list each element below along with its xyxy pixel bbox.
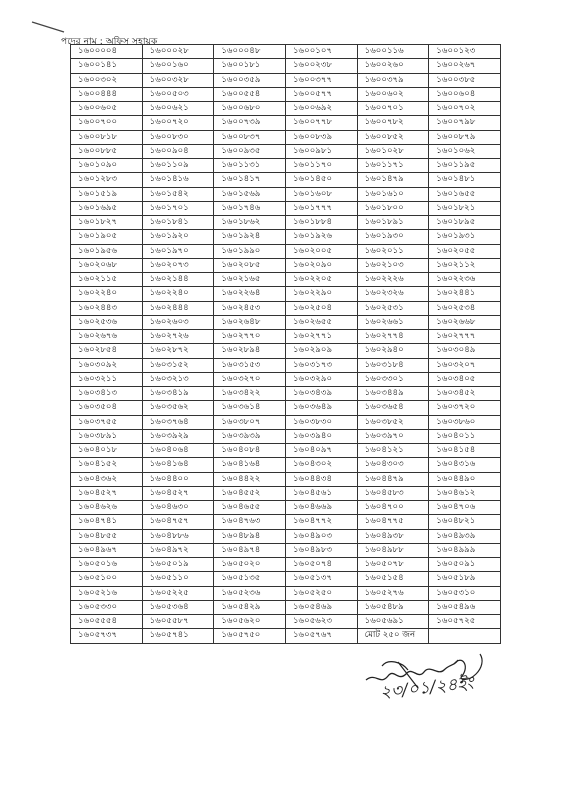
table-row bbox=[71, 216, 501, 230]
table-cell: ১৬০৪৫৮৩ bbox=[357, 486, 429, 500]
table-cell: ১৬০৪০৯৭ bbox=[285, 444, 357, 458]
table-cell: ১৬০০৮৩০ bbox=[142, 130, 214, 144]
table-row bbox=[71, 429, 501, 443]
table-cell: ১৬০৩৯৪০ bbox=[285, 429, 357, 443]
table-cell: ১৬০৩২৯০ bbox=[285, 372, 357, 386]
table-cell: ১৬০৫১৫৪ bbox=[357, 572, 429, 586]
table-cell: ১৬০০৩৭৯ bbox=[357, 73, 429, 87]
table-cell: ১৬০১৮৯১ bbox=[357, 216, 429, 230]
table-cell: ১৬০১৪১৭ bbox=[214, 173, 286, 187]
table-cell: ১৬০৩৯২৯ bbox=[142, 429, 214, 443]
table-cell: ১৬০৫৬২০ bbox=[214, 615, 286, 629]
table-cell: ১৬০৩৪৫২ bbox=[429, 387, 501, 401]
table-row bbox=[71, 415, 501, 429]
table-cell: ১৬০০৫০৩ bbox=[142, 87, 214, 101]
table-cell: ১৬০২১১২ bbox=[429, 258, 501, 272]
table-cell: ১৬০৩৪২২ bbox=[214, 387, 286, 401]
table-cell: ১৬০৫২২৫ bbox=[142, 586, 214, 600]
table-cell: ১৬০২৭৭৭ bbox=[429, 330, 501, 344]
table-cell: ১৬০২২৪০ bbox=[142, 287, 214, 301]
table-cell: ১৬০৪০৮৪ bbox=[214, 444, 286, 458]
table-row bbox=[71, 116, 501, 130]
table-cell: ১৬০৩১৫২ bbox=[142, 358, 214, 372]
table-cell: ১৬০২৮৫৪ bbox=[71, 344, 143, 358]
table-cell: ১৬০৫৫৮৭ bbox=[142, 615, 214, 629]
table-cell: ১৬০২০১১ bbox=[357, 244, 429, 258]
table-row bbox=[71, 258, 501, 272]
table-cell: ১৬০১৫১৯ bbox=[71, 187, 143, 201]
table-cell: ১৬০৪৪৯০ bbox=[429, 472, 501, 486]
table-row bbox=[71, 344, 501, 358]
table-cell: ১৬০০৯০৪ bbox=[142, 144, 214, 158]
table-cell: ১৬০৩৮৩০ bbox=[285, 415, 357, 429]
table-cell: ১৬০১৬০৮ bbox=[285, 187, 357, 201]
table-cell: ১৬০১৫৪২ bbox=[142, 187, 214, 201]
table-cell: ১৬০১৯২৪ bbox=[214, 230, 286, 244]
table-cell: ১৬০০৪৪৪ bbox=[71, 87, 143, 101]
table-cell: ১৬০৪০১৮ bbox=[71, 444, 143, 458]
table-cell: ১৬০০৭৩৯ bbox=[214, 116, 286, 130]
table-cell: ১৬০৩৭৬৪ bbox=[142, 415, 214, 429]
table-cell: ১৬০৫৪৮৯ bbox=[357, 600, 429, 614]
table-cell: ১৬০৫৩৩০ bbox=[71, 600, 143, 614]
table-cell: ১৬০৩৮০৭ bbox=[214, 415, 286, 429]
table-cell: ১৬০৪৪০০ bbox=[142, 472, 214, 486]
table-cell: ১৬০২৭৭০ bbox=[214, 330, 286, 344]
table-cell: ১৬০৩০৪৯ bbox=[429, 344, 501, 358]
table-cell: ১৬০৪৯৩৮ bbox=[357, 529, 429, 543]
table-cell: ১৬০১৯৭০ bbox=[142, 244, 214, 258]
table-cell: ১৬০৫২১৬ bbox=[71, 586, 143, 600]
table-row bbox=[71, 572, 501, 586]
table-cell: ১৬০০১৪১ bbox=[71, 59, 143, 73]
table-cell: ১৬০৩৪৩৯ bbox=[285, 387, 357, 401]
table-cell: ১৬০৪৭৬৩ bbox=[214, 515, 286, 529]
table-cell: ১৬০৪৫২৭ bbox=[71, 486, 143, 500]
table-cell: ১৬০২১৪৪ bbox=[142, 273, 214, 287]
table-cell: ১৬০০৩৫৯ bbox=[214, 73, 286, 87]
table-cell: ১৬০১০২৮ bbox=[357, 144, 429, 158]
table-cell: ১৬০২০০৫ bbox=[285, 244, 357, 258]
table-cell: ১৬০১৬১০ bbox=[357, 187, 429, 201]
table-row bbox=[71, 287, 501, 301]
table-cell: ১৬০৪১৬৪ bbox=[214, 458, 286, 472]
table-cell: ১৬০২৭৭১ bbox=[285, 330, 357, 344]
table-cell: ১৬০৪৬৬৯ bbox=[285, 501, 357, 515]
table-cell: ১৬০৩৭২০ bbox=[429, 401, 501, 415]
table-cell: ১৬০২২৬৪ bbox=[214, 287, 286, 301]
table-cell: ১৬০০২৬০ bbox=[357, 59, 429, 73]
table-cell: ১৬০০১৬০ bbox=[142, 59, 214, 73]
table-row bbox=[71, 273, 501, 287]
table-cell: ১৬০৪৪২২ bbox=[214, 472, 286, 486]
table-cell: ১৬০০৭৭৮ bbox=[285, 116, 357, 130]
table-row bbox=[71, 173, 501, 187]
table-cell: ১৬০৫৩৬৪ bbox=[142, 600, 214, 614]
table-cell: ১৬০২৩২৬ bbox=[357, 287, 429, 301]
table-cell: ১৬০৩২১৩ bbox=[142, 372, 214, 386]
table-cell: ১৬০০৭০২ bbox=[429, 102, 501, 116]
table-cell: ১৬০৩৯৭০ bbox=[357, 429, 429, 443]
table-cell: ১৬০০৬০৫ bbox=[71, 102, 143, 116]
table-cell: ১৬০৪৯৯৯ bbox=[429, 543, 501, 557]
table-row bbox=[71, 201, 501, 215]
table-cell: ১৬০২৭২৬ bbox=[142, 330, 214, 344]
table-cell: ১৬০৩৪১৯ bbox=[142, 387, 214, 401]
table-row bbox=[71, 515, 501, 529]
table-row bbox=[71, 330, 501, 344]
table-cell: ১৬০১৮২১ bbox=[429, 201, 501, 215]
table-cell: ১৬০৩৬১৪ bbox=[214, 401, 286, 415]
table-cell: ১৬০৪০১১ bbox=[429, 429, 501, 443]
table-cell: ১৬০৩২১১ bbox=[71, 372, 143, 386]
table-cell: ১৬০৩০৯২ bbox=[71, 358, 143, 372]
table-cell: ১৬০১৮০০ bbox=[357, 201, 429, 215]
table-cell: ১৬০৪৮৫৫ bbox=[71, 529, 143, 543]
corner-staple-mark bbox=[30, 20, 70, 34]
table-cell: ১৬০১১৭০ bbox=[285, 159, 357, 173]
table-row bbox=[71, 501, 501, 515]
table-cell: ১৬০১৪৫০ bbox=[285, 173, 357, 187]
table-cell: ১৬০০৯৩৫ bbox=[214, 144, 286, 158]
table-cell: ১৬০০৮৫২ bbox=[357, 130, 429, 144]
table-row bbox=[71, 59, 501, 73]
table-cell: ১৬০০১২৩ bbox=[429, 45, 501, 59]
table-cell: ১৬০৪৯০৩ bbox=[285, 529, 357, 543]
table-cell: ১৬০২০৮৫ bbox=[214, 258, 286, 272]
table-cell: ১৬০৪৯৮৮ bbox=[357, 543, 429, 557]
table-cell: ১৬০০০২৮ bbox=[142, 45, 214, 59]
table-cell: ১৬০২৬৬৮ bbox=[429, 315, 501, 329]
table-row bbox=[71, 600, 501, 614]
table-cell: ১৬০৪১৬৪ bbox=[142, 458, 214, 472]
table-cell: ১৬০১১৭১ bbox=[357, 159, 429, 173]
table-cell: ১৬০৫০২০ bbox=[214, 558, 286, 572]
table-cell: ১৬০৪৭০৬ bbox=[429, 501, 501, 515]
table-cell: ১৬০০৫৫৪ bbox=[214, 87, 286, 101]
table-cell: ১৬০৫৭৫০ bbox=[214, 629, 286, 643]
table-row bbox=[71, 87, 501, 101]
table-cell: ১৬০৪৫৬১ bbox=[285, 486, 357, 500]
table-cell: ১৬০৪৩১৬ bbox=[429, 458, 501, 472]
table-cell: ১৬০০৩৭৭ bbox=[285, 73, 357, 87]
table-cell: ১৬০৪৬২৬ bbox=[71, 501, 143, 515]
table-cell: ১৬০১২৮৩ bbox=[71, 173, 143, 187]
table-cell: ১৬০০৭০১ bbox=[357, 102, 429, 116]
table-cell: ১৬০০০০৪ bbox=[71, 45, 143, 59]
table-cell: ১৬০২০৬৮ bbox=[71, 258, 143, 272]
table-cell: ১৬০১৭৭৭ bbox=[285, 201, 357, 215]
table-cell: ১৬০৫৪২৯ bbox=[214, 600, 286, 614]
table-cell: ১৬০২৬০৩ bbox=[142, 315, 214, 329]
table-row bbox=[71, 543, 501, 557]
table-row bbox=[71, 586, 501, 600]
table-cell: ১৬০৪৮২১ bbox=[429, 515, 501, 529]
signature-date: ২৩/০১/২৪ইং bbox=[379, 673, 475, 703]
table-cell: ১৬০০৬২১ bbox=[142, 102, 214, 116]
table-cell: ১৬০১৯৩১ bbox=[429, 230, 501, 244]
table-cell: ১৬০৩৪১৩ bbox=[71, 387, 143, 401]
table-cell: ১৬০৪১৫২ bbox=[71, 458, 143, 472]
table-cell: ১৬০৩৩০১ bbox=[357, 372, 429, 386]
table-cell: ১৬০০৬০৪ bbox=[429, 87, 501, 101]
table-cell: ১৬০৩৬৫৪ bbox=[357, 401, 429, 415]
table-cell: ১৬০২৪৪৪ bbox=[142, 301, 214, 315]
table-cell: ১৬০৫০১৬ bbox=[71, 558, 143, 572]
table-cell: ১৬০৪৮৮৬ bbox=[142, 529, 214, 543]
table-row bbox=[71, 130, 501, 144]
table-cell: ১৬০১৮৪১ bbox=[142, 216, 214, 230]
table-cell: ১৬০১৯০৫ bbox=[71, 230, 143, 244]
table-cell: ১৬০৪৯৮৩ bbox=[285, 543, 357, 557]
table-cell: ১৬০৩৬৪৯ bbox=[285, 401, 357, 415]
table-cell: ১৬০০৮৩৯ bbox=[285, 130, 357, 144]
table-cell: ১৬০১৯৯০ bbox=[214, 244, 286, 258]
table-cell: ১৬০৩৯৩৯ bbox=[214, 429, 286, 443]
table-cell: ১৬০০৬৮০ bbox=[214, 102, 286, 116]
table-cell: ১৬০৪৬১২ bbox=[429, 486, 501, 500]
table-cell: ১৬০২৪৪১ bbox=[429, 287, 501, 301]
table-cell: ১৬০৫১৩৫ bbox=[214, 572, 286, 586]
table-cell: ১৬০২৬৭৬ bbox=[71, 330, 143, 344]
table-cell: ১৬০০৩২৮ bbox=[142, 73, 214, 87]
table-cell: ১৬০০৮৮৫ bbox=[71, 144, 143, 158]
table-cell: ১৬০০৩৮৫ bbox=[429, 73, 501, 87]
table-cell: ১৬০২৮৯৪ bbox=[214, 344, 286, 358]
table-cell: ১৬০১৬৫৫ bbox=[429, 187, 501, 201]
table-cell: ১৬০৪৩৬২ bbox=[71, 472, 143, 486]
table-cell: ১৬০০১৮১ bbox=[214, 59, 286, 73]
post-name-value: অফিস সহায়ক bbox=[105, 37, 158, 47]
table-cell: ১৬০৩৮৯১ bbox=[71, 429, 143, 443]
table-cell: ১৬০৫১৩৭ bbox=[285, 572, 357, 586]
table-cell: ১৬০১৪১৬ bbox=[142, 173, 214, 187]
table-cell: ১৬০৫২৩৬ bbox=[214, 586, 286, 600]
table-cell: ১৬০৪১৫৪ bbox=[429, 444, 501, 458]
table-cell: ১৬০২২২৬ bbox=[357, 273, 429, 287]
table-row bbox=[71, 301, 501, 315]
table-cell: ১৬০০৮৭৯ bbox=[429, 130, 501, 144]
table-cell: ১৬০৫২৫০ bbox=[285, 586, 357, 600]
table-cell: ১৬০৫৬৯১ bbox=[357, 615, 429, 629]
table-cell: ১৬০০৮৩৭ bbox=[214, 130, 286, 144]
table-cell: ১৬০০১১৬ bbox=[357, 45, 429, 59]
table-cell: ১৬০৪৪৩৪ bbox=[285, 472, 357, 486]
post-name-label: পদের নাম : bbox=[61, 37, 103, 47]
table-cell: ১৬০১৪৭৯ bbox=[357, 173, 429, 187]
table-cell: ১৬০২০৯০ bbox=[285, 258, 357, 272]
table-cell: ১৬০১৫৬৯ bbox=[214, 187, 286, 201]
table-cell: ১৬০১৮৮৪ bbox=[285, 216, 357, 230]
table-cell: ১৬০২০৭৩ bbox=[142, 258, 214, 272]
table-row bbox=[71, 401, 501, 415]
table-cell: ১৬০১৪৮১ bbox=[429, 173, 501, 187]
roll-table-body bbox=[71, 45, 501, 644]
table-cell: ১৬০০৭০০ bbox=[71, 116, 143, 130]
table-cell: ১৬০৩১৮৪ bbox=[357, 358, 429, 372]
table-cell: ১৬০৪৫২৭ bbox=[142, 486, 214, 500]
table-cell: ১৬০০৫৭৭ bbox=[285, 87, 357, 101]
table-cell: ১৬০৩৫৬২ bbox=[142, 401, 214, 415]
table-row bbox=[71, 102, 501, 116]
roll-number-table bbox=[70, 44, 501, 644]
table-cell: ১৬০১১৩১ bbox=[214, 159, 286, 173]
table-cell: ১৬০২৯৪০ bbox=[357, 344, 429, 358]
table-cell: ১৬০৫৪৯৬ bbox=[429, 600, 501, 614]
table-cell: ১৬০৪৯৩৯ bbox=[429, 529, 501, 543]
table-cell: ১৬০২৭৭৪ bbox=[357, 330, 429, 344]
table-cell: ১৬০৪৭৪১ bbox=[71, 515, 143, 529]
table-row bbox=[71, 73, 501, 87]
table-cell: ১৬০২২৩৬ bbox=[429, 273, 501, 287]
table-cell: ১৬০৩১৭৩ bbox=[285, 358, 357, 372]
table-cell: ১৬০৪৫৫২ bbox=[214, 486, 286, 500]
table-cell: ১৬০৪০৬৪ bbox=[142, 444, 214, 458]
table-cell: ১৬০৩৪০৫ bbox=[429, 372, 501, 386]
table-row bbox=[71, 358, 501, 372]
table-cell: ১৬০০৭৮২ bbox=[357, 116, 429, 130]
table-cell: ১৬০৩৭৫৫ bbox=[71, 415, 143, 429]
table-cell: ১৬০৪৭৭২ bbox=[285, 515, 357, 529]
table-row bbox=[71, 458, 501, 472]
table-cell: ১৬০৫৭৬৭ bbox=[285, 629, 357, 643]
table-cell: ১৬০২২৯০ bbox=[285, 287, 357, 301]
table-cell: ১৬০৫১১০ bbox=[142, 572, 214, 586]
table-row bbox=[71, 159, 501, 173]
table-cell: মোট ২৫০ জন bbox=[357, 629, 429, 643]
table-cell: ১৬০০২৬৭ bbox=[429, 59, 501, 73]
table-cell: ১৬০২৬৬১ bbox=[357, 315, 429, 329]
table-cell: ১৬০৩২৭০ bbox=[214, 372, 286, 386]
table-cell: ১৬০২০৫৫ bbox=[429, 244, 501, 258]
table-cell: ১৬০৪৩০২ bbox=[285, 458, 357, 472]
table-cell: ১৬০৫৩১০ bbox=[429, 586, 501, 600]
table-cell: ১৬০৪৭০০ bbox=[357, 501, 429, 515]
table-cell: ১৬০১১৯৫ bbox=[429, 159, 501, 173]
table-cell: ১৬০৩২০৭ bbox=[429, 358, 501, 372]
table-cell: ১৬০৪৭৭৫ bbox=[357, 515, 429, 529]
table-cell: ১৬০৫৬২৩ bbox=[285, 615, 357, 629]
table-cell: ১৬০২৫৩৬ bbox=[71, 315, 143, 329]
table-cell: ১৬০২৫০৪ bbox=[285, 301, 357, 315]
table-cell: ১৬০০৩০২ bbox=[71, 73, 143, 87]
table-cell: ১৬০৫৪৬৯ bbox=[285, 600, 357, 614]
table-cell: ১৬০২১০৩ bbox=[357, 258, 429, 272]
table-cell: ১৬০১৯৫৬ bbox=[71, 244, 143, 258]
table-cell: ১৬০১৯২০ bbox=[142, 230, 214, 244]
table-cell: ১৬০৪৬৩০ bbox=[142, 501, 214, 515]
table-cell: ১৬০০৭৯৮ bbox=[429, 116, 501, 130]
table-row bbox=[71, 472, 501, 486]
table-row bbox=[71, 230, 501, 244]
table-cell: ১৬০৪৮৯৪ bbox=[214, 529, 286, 543]
table-cell: ১৬০২২০৫ bbox=[285, 273, 357, 287]
table-row bbox=[71, 372, 501, 386]
table-cell: ১৬০৩৪৪৯ bbox=[357, 387, 429, 401]
table-cell: ১৬০১৯২৬ bbox=[285, 230, 357, 244]
table-cell: ১৬০১৬৯৫ bbox=[71, 201, 143, 215]
table-cell: ১৬০১৮৬২ bbox=[214, 216, 286, 230]
table-cell: ১৬০০২৩৮ bbox=[285, 59, 357, 73]
table-cell: ১৬০১০৯০ bbox=[71, 159, 143, 173]
table-cell: ১৬০০৬৯২ bbox=[285, 102, 357, 116]
table-cell: ১৬০০৮১৮ bbox=[71, 130, 143, 144]
table-cell: ১৬০১০৬২ bbox=[429, 144, 501, 158]
table-cell: ১৬০২৪৫৩ bbox=[214, 301, 286, 315]
table-cell: ১৬০৫৭৪১ bbox=[142, 629, 214, 643]
table-cell: ১৬০৫০১৯ bbox=[142, 558, 214, 572]
table-cell: ১৬০৩৮৫২ bbox=[357, 415, 429, 429]
table-cell: ১৬০২৬৪৮ bbox=[214, 315, 286, 329]
table-cell: ১৬০৫০৭৪ bbox=[285, 558, 357, 572]
table-cell: ১৬০৪৯৭৪ bbox=[214, 543, 286, 557]
table-row bbox=[71, 615, 501, 629]
table-row bbox=[71, 558, 501, 572]
table-cell: ১৬০০৭২০ bbox=[142, 116, 214, 130]
table-cell: ১৬০৪৪৭৯ bbox=[357, 472, 429, 486]
table-row bbox=[71, 486, 501, 500]
table-cell: ১৬০৫৭২৫ bbox=[429, 615, 501, 629]
table-cell: ১৬০১৮২৭ bbox=[71, 216, 143, 230]
table-cell: ১৬০০৬০২ bbox=[357, 87, 429, 101]
table-cell: ১৬০৫২৭৬ bbox=[357, 586, 429, 600]
table-cell: ১৬০২১৬৫ bbox=[214, 273, 286, 287]
table-cell: ১৬০২৬৫৫ bbox=[285, 315, 357, 329]
table-cell: ১৬০১৯৩০ bbox=[357, 230, 429, 244]
table-cell: ১৬০৪১২১ bbox=[357, 444, 429, 458]
table-cell: ১৬০৫০৭৮ bbox=[357, 558, 429, 572]
table-cell: ১৬০০৯৮১ bbox=[285, 144, 357, 158]
table-cell: ১৬০২৫৩১ bbox=[357, 301, 429, 315]
table-cell: ১৬০৪৯৭২ bbox=[142, 543, 214, 557]
table-cell: ১৬০৪৭৫৭ bbox=[142, 515, 214, 529]
table-cell: ১৬০৫১৮৯ bbox=[429, 572, 501, 586]
table-cell: ১৬০৪৬৫৫ bbox=[214, 501, 286, 515]
table-cell: ১৬০৫১০০ bbox=[71, 572, 143, 586]
table-cell: ১৬০৩১৫৩ bbox=[214, 358, 286, 372]
table-cell: ১৬০২১১৫ bbox=[71, 273, 143, 287]
table-cell: ১৬০৩৮৬০ bbox=[429, 415, 501, 429]
table-cell: ১৬০২৫৩৪ bbox=[429, 301, 501, 315]
table-row bbox=[71, 444, 501, 458]
table-cell: ১৬০২৪৪৩ bbox=[71, 301, 143, 315]
table-cell: ১৬০৩৫০৪ bbox=[71, 401, 143, 415]
table-cell: ১৬০৪৩০৩ bbox=[357, 458, 429, 472]
table-cell: ১৬০৫৫৫৪ bbox=[71, 615, 143, 629]
table-row bbox=[71, 315, 501, 329]
table-cell: ১৬০১৮৯৫ bbox=[429, 216, 501, 230]
table-cell: ১৬০১১০৯ bbox=[142, 159, 214, 173]
table-row bbox=[71, 387, 501, 401]
table-row bbox=[71, 244, 501, 258]
table-cell: ১৬০১৭৪৬ bbox=[214, 201, 286, 215]
table-row bbox=[71, 144, 501, 158]
table-cell: ১৬০১৭০১ bbox=[142, 201, 214, 215]
table-cell: ১৬০২২৪০ bbox=[71, 287, 143, 301]
table-row bbox=[71, 187, 501, 201]
table-cell: ১৬০৫০৯১ bbox=[429, 558, 501, 572]
table-row bbox=[71, 45, 501, 59]
table-cell: ১৬০০১০৭ bbox=[285, 45, 357, 59]
table-cell: ১৬০৪৯৬৭ bbox=[71, 543, 143, 557]
table-row bbox=[71, 529, 501, 543]
table-cell: ১৬০২৮৭২ bbox=[142, 344, 214, 358]
table-cell: ১৬০০০৪৮ bbox=[214, 45, 286, 59]
table-cell: ১৬০২৯০৯ bbox=[285, 344, 357, 358]
table-cell: ১৬০৫৭৩৭ bbox=[71, 629, 143, 643]
